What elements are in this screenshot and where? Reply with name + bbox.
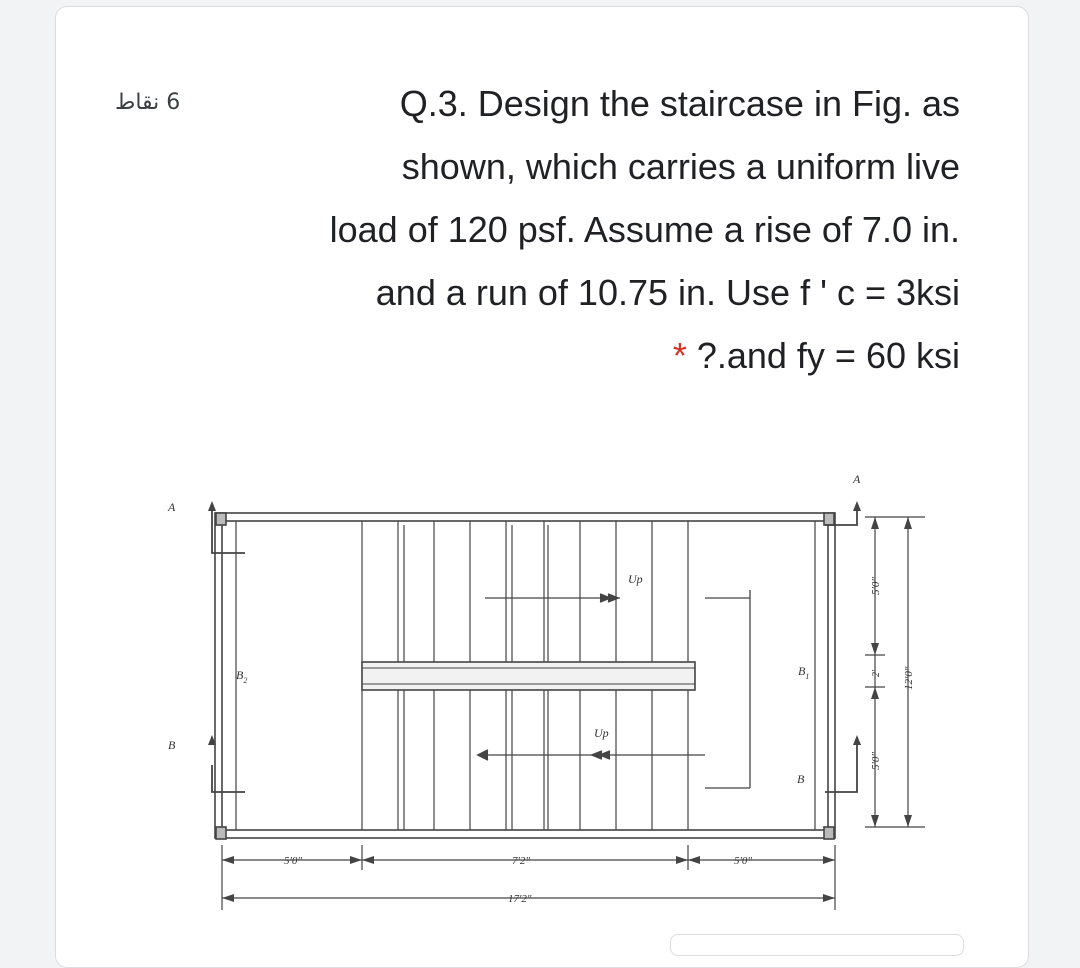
points-label: 6 نقاط — [115, 90, 181, 115]
dim-v-mid-label: 2' — [871, 669, 882, 677]
question-line-4: and a run of 10.75 in. Use f ' c = 3ksi — [375, 272, 960, 313]
required-asterisk: * — [672, 335, 687, 376]
up-bottom-label: Up — [594, 726, 609, 740]
beam-b2-subscript: 2 — [243, 676, 248, 685]
section-b-left-label: B — [168, 738, 176, 752]
dim-v-total-label: 12'0" — [903, 666, 915, 690]
up-top-label: Up — [628, 572, 643, 586]
upper-flight-treads — [362, 521, 688, 663]
dim-v-top-label: 5'0" — [870, 577, 882, 595]
dim-mid-label: 7'2" — [512, 855, 530, 867]
question-line-5-text: ?.and fy = 60 ksi — [696, 335, 960, 376]
question-line-2: shown, which carries a uniform live — [401, 146, 960, 187]
dim-left-label: 5'0" — [284, 855, 302, 867]
dim-total-label: 17'2" — [508, 893, 532, 905]
dim-right-label: 5'0" — [734, 855, 752, 867]
staircase-figure — [160, 465, 940, 915]
beam-b2-letter: B — [236, 668, 244, 682]
question-line-1: Q.3. Design the staircase in Fig. as — [399, 83, 960, 124]
section-a-left-label: A — [168, 500, 176, 514]
section-a-right-label: A — [853, 472, 861, 486]
section-b-right-label: B — [797, 772, 805, 786]
beam-b1-letter: B — [798, 664, 806, 678]
question-line-3: load of 120 psf. Assume a rise of 7.0 in. — [329, 209, 960, 250]
question-text — [200, 72, 960, 387]
beam-b2-label — [236, 668, 247, 685]
next-card-edge — [670, 934, 964, 956]
central-beam — [362, 662, 695, 690]
beam-b1-subscript: 1 — [805, 672, 810, 681]
question-line-5 — [200, 324, 960, 387]
lower-flight-treads — [362, 690, 688, 830]
dim-v-bottom-label: 5'0" — [870, 752, 882, 770]
beam-b1-label — [798, 664, 809, 681]
